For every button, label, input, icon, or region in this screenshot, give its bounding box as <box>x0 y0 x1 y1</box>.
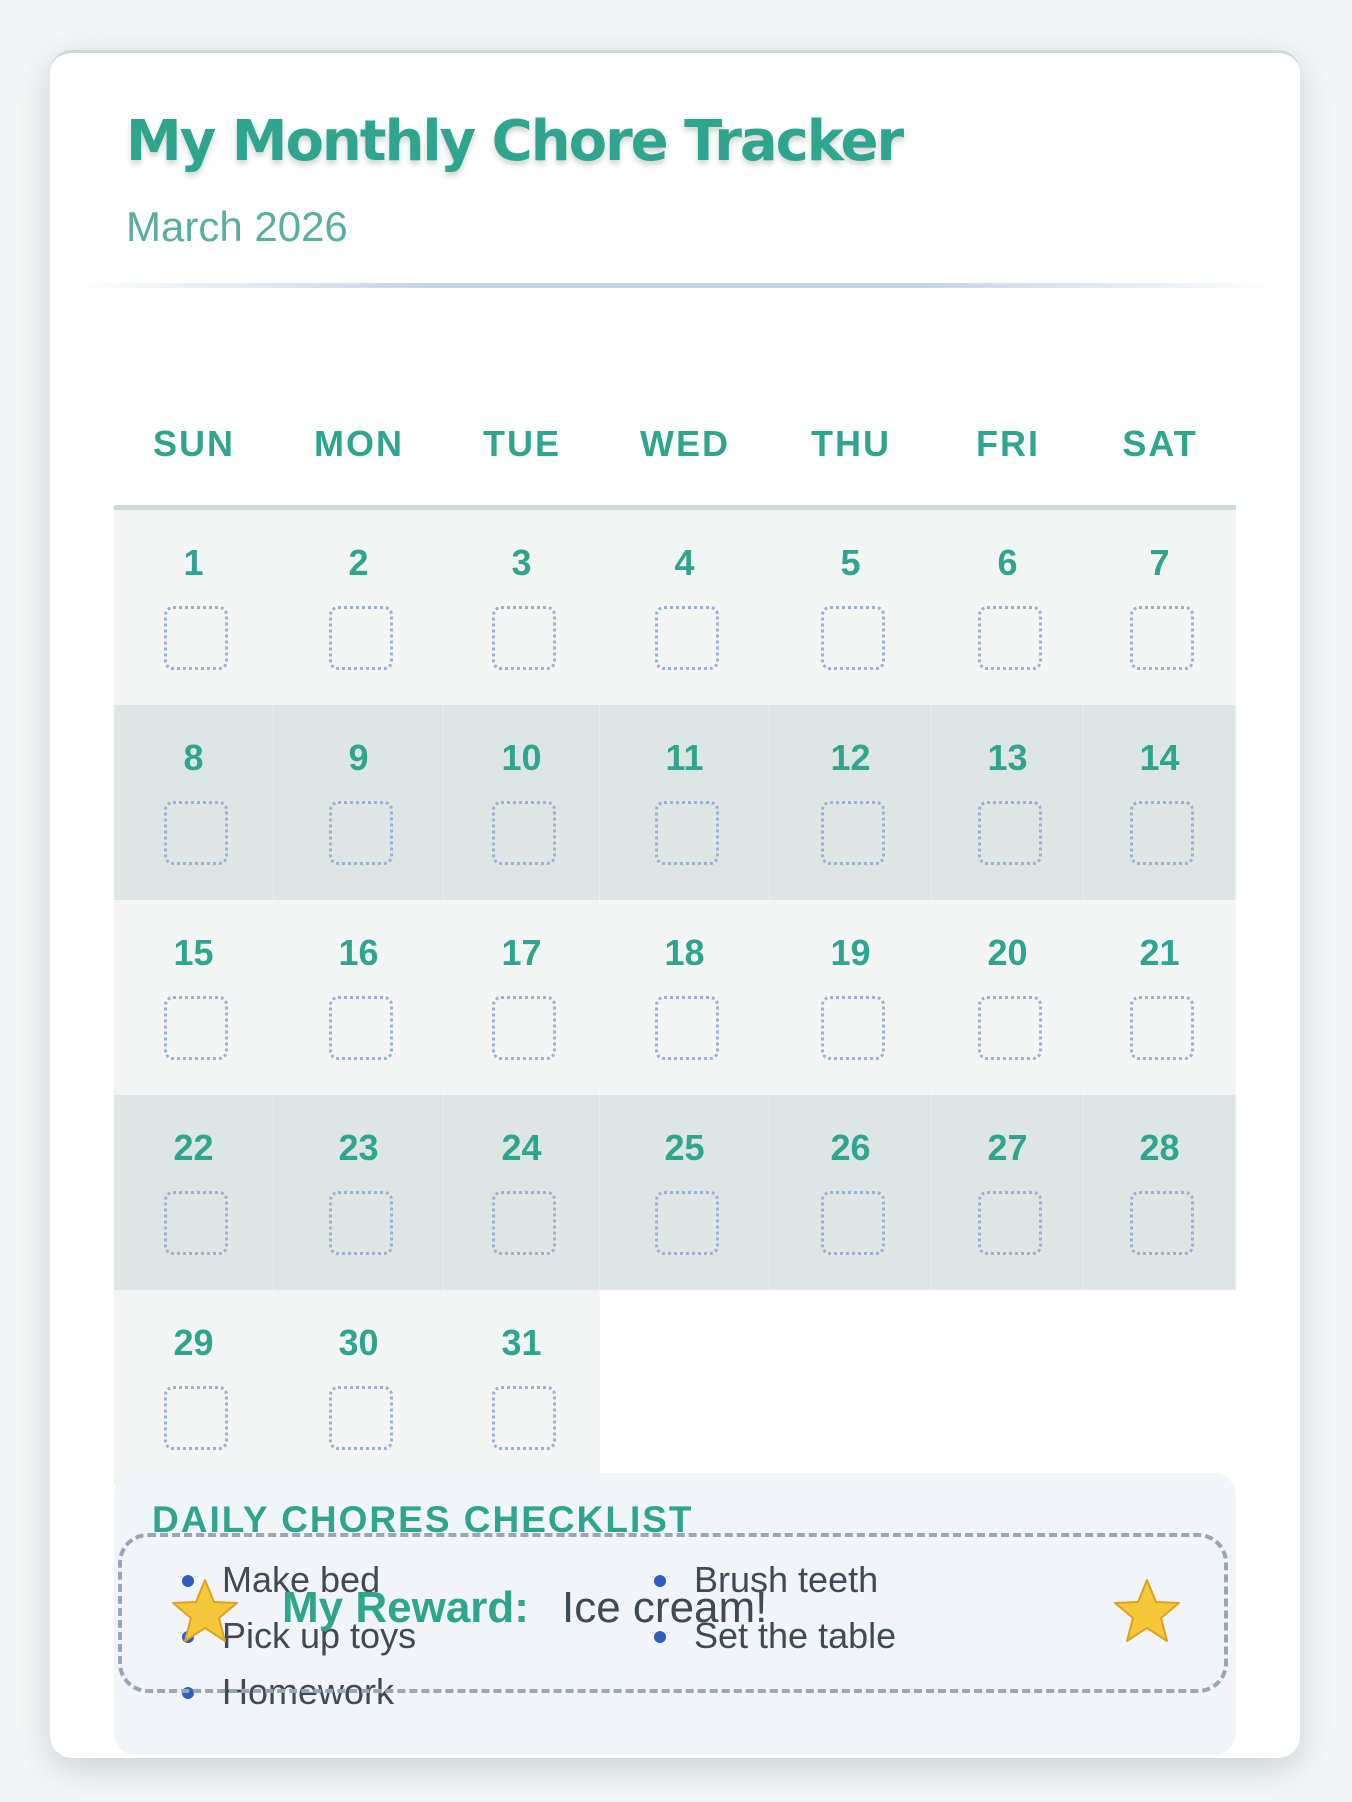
weekday-wed: WED <box>640 423 730 464</box>
chore-label: Homework <box>222 1671 395 1712</box>
empty-cell <box>600 1290 770 1485</box>
day-number: 23 <box>338 1127 379 1168</box>
day-cell <box>1084 510 1236 705</box>
day-checkbox[interactable] <box>492 1386 556 1450</box>
day-number: 14 <box>1139 737 1180 778</box>
day-checkbox[interactable] <box>329 1386 393 1450</box>
star-icon <box>170 1577 240 1645</box>
star-icon <box>1112 1577 1182 1645</box>
day-number: 10 <box>501 737 542 778</box>
day-checkbox[interactable] <box>492 996 556 1060</box>
day-number: 20 <box>987 932 1028 973</box>
day-cell <box>600 900 770 1095</box>
weekday-mon: MON <box>314 423 404 464</box>
day-number: 28 <box>1139 1127 1180 1168</box>
day-checkbox[interactable] <box>1130 801 1194 865</box>
month-label: March 2026 <box>126 203 348 250</box>
reward-label: My Reward: <box>282 1583 529 1632</box>
day-checkbox[interactable] <box>164 606 228 670</box>
day-cell <box>444 1290 600 1485</box>
day-checkbox[interactable] <box>492 606 556 670</box>
day-number: 18 <box>664 932 705 973</box>
day-checkbox[interactable] <box>821 996 885 1060</box>
day-cell <box>770 705 932 900</box>
day-number: 11 <box>665 737 704 778</box>
day-cell <box>770 900 932 1095</box>
day-cell <box>1084 1095 1236 1290</box>
day-checkbox[interactable] <box>655 801 719 865</box>
day-checkbox[interactable] <box>1130 1191 1194 1255</box>
day-cell <box>114 1095 274 1290</box>
day-number: 6 <box>997 542 1018 583</box>
weekday-fri: FRI <box>976 423 1040 464</box>
day-number: 19 <box>830 932 871 973</box>
weekday-header <box>114 383 1236 510</box>
day-cell <box>114 900 274 1095</box>
day-number: 26 <box>830 1127 871 1168</box>
day-grid <box>114 510 1236 1485</box>
day-checkbox[interactable] <box>329 801 393 865</box>
day-number: 13 <box>987 737 1028 778</box>
day-number: 24 <box>501 1127 542 1168</box>
day-cell <box>932 900 1084 1095</box>
weekday-tue: TUE <box>483 423 561 464</box>
empty-cell <box>932 1290 1084 1485</box>
day-number: 9 <box>348 737 369 778</box>
day-cell <box>114 1290 274 1485</box>
day-checkbox[interactable] <box>655 1191 719 1255</box>
day-number: 27 <box>987 1127 1028 1168</box>
day-number: 15 <box>173 932 214 973</box>
day-checkbox[interactable] <box>164 1191 228 1255</box>
empty-cell <box>770 1290 932 1485</box>
day-number: 4 <box>674 542 695 583</box>
day-cell <box>770 1095 932 1290</box>
day-checkbox[interactable] <box>821 801 885 865</box>
day-cell <box>274 1290 444 1485</box>
day-cell <box>1084 705 1236 900</box>
day-checkbox[interactable] <box>492 801 556 865</box>
day-checkbox[interactable] <box>164 996 228 1060</box>
day-cell <box>932 705 1084 900</box>
day-cell <box>444 900 600 1095</box>
day-number: 2 <box>348 542 369 583</box>
calendar <box>114 383 1236 1485</box>
reward-value: Ice cream! <box>562 1583 768 1632</box>
day-cell <box>1084 900 1236 1095</box>
day-checkbox[interactable] <box>821 1191 885 1255</box>
page-title: My Monthly Chore Tracker <box>126 109 903 174</box>
day-checkbox[interactable] <box>329 606 393 670</box>
chore-label: Brush teeth <box>694 1559 879 1600</box>
day-checkbox[interactable] <box>978 801 1042 865</box>
day-cell <box>600 510 770 705</box>
day-cell <box>444 1095 600 1290</box>
header-divider <box>70 283 1280 288</box>
day-number: 21 <box>1139 932 1180 973</box>
day-cell <box>600 705 770 900</box>
day-number: 5 <box>840 542 861 583</box>
day-cell <box>274 705 444 900</box>
day-number: 17 <box>501 932 542 973</box>
chore-label: Set the table <box>694 1615 897 1656</box>
day-number: 7 <box>1149 542 1170 583</box>
day-number: 12 <box>830 737 871 778</box>
day-cell <box>932 1095 1084 1290</box>
day-number: 16 <box>338 932 379 973</box>
weekday-sun: SUN <box>152 423 235 464</box>
weekday-thu: THU <box>811 423 891 464</box>
day-checkbox[interactable] <box>329 1191 393 1255</box>
day-cell <box>932 510 1084 705</box>
day-checkbox[interactable] <box>655 606 719 670</box>
day-checkbox[interactable] <box>1130 996 1194 1060</box>
day-checkbox[interactable] <box>164 1386 228 1450</box>
day-cell <box>114 705 274 900</box>
day-checkbox[interactable] <box>978 996 1042 1060</box>
day-number: 30 <box>338 1322 379 1363</box>
day-checkbox[interactable] <box>655 996 719 1060</box>
checklist-title: DAILY CHORES CHECKLIST <box>152 1499 694 1540</box>
day-number: 25 <box>664 1127 705 1168</box>
day-checkbox[interactable] <box>978 606 1042 670</box>
day-number: 31 <box>501 1322 542 1363</box>
weekday-sat: SAT <box>1122 423 1198 464</box>
empty-cell <box>1084 1290 1236 1485</box>
chore-tracker-card <box>50 50 1300 1758</box>
day-cell <box>114 510 274 705</box>
chore-label: Make bed <box>222 1559 381 1600</box>
day-cell <box>274 510 444 705</box>
day-cell <box>600 1095 770 1290</box>
day-checkbox[interactable] <box>821 606 885 670</box>
day-checkbox[interactable] <box>164 801 228 865</box>
day-cell <box>444 510 600 705</box>
day-cell <box>274 1095 444 1290</box>
day-checkbox[interactable] <box>1130 606 1194 670</box>
day-cell <box>274 900 444 1095</box>
day-checkbox[interactable] <box>329 996 393 1060</box>
day-number: 8 <box>183 737 204 778</box>
day-checkbox[interactable] <box>492 1191 556 1255</box>
day-number: 3 <box>511 542 532 583</box>
reward-box <box>118 1533 1228 1693</box>
day-number: 1 <box>183 542 204 583</box>
day-cell <box>444 705 600 900</box>
chore-label: Pick up toys <box>222 1615 417 1656</box>
day-checkbox[interactable] <box>978 1191 1042 1255</box>
day-cell <box>770 510 932 705</box>
day-number: 29 <box>173 1322 214 1363</box>
day-number: 22 <box>173 1127 214 1168</box>
